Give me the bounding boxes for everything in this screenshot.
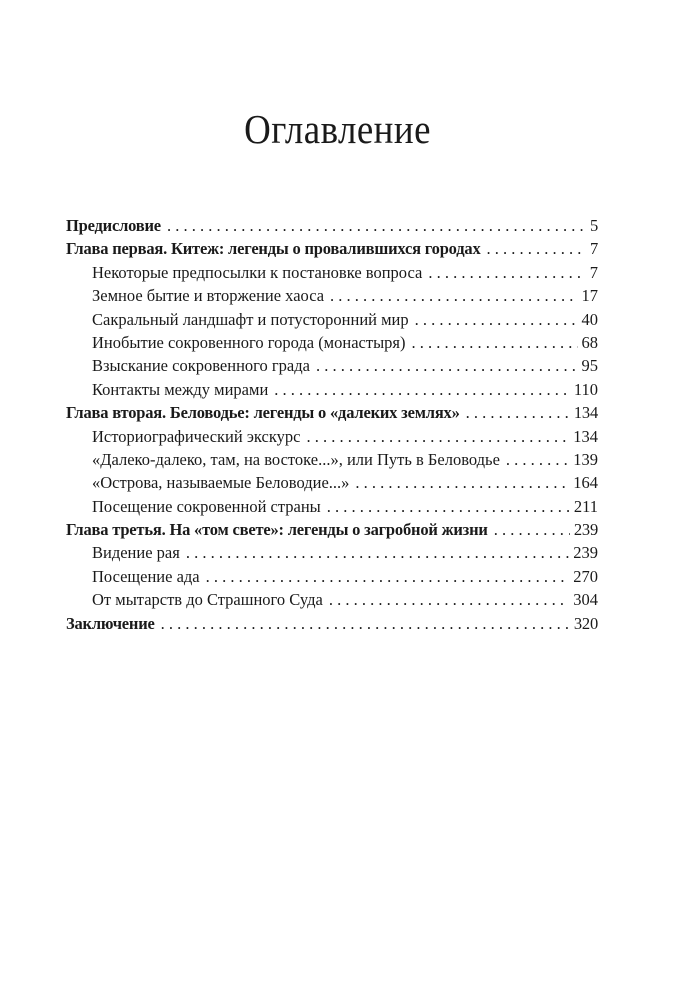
dot-leader	[161, 612, 570, 635]
dot-leader	[411, 331, 577, 354]
toc-entry[interactable]	[66, 308, 598, 331]
dot-leader	[186, 541, 569, 564]
toc-entry-page: 304	[573, 590, 598, 610]
dot-leader	[355, 471, 569, 494]
toc-entry-label: «Острова, называемые Беловодие...»	[92, 473, 350, 493]
toc-entry-page: 239	[573, 520, 598, 540]
toc-entry[interactable]	[66, 471, 598, 494]
toc-entry[interactable]	[66, 588, 598, 611]
toc-entry[interactable]	[66, 565, 598, 588]
toc-entry-page: 7	[589, 262, 598, 282]
toc-entry-page: 134	[573, 426, 598, 446]
toc-entry-page: 68	[581, 332, 598, 352]
toc-entry-page: 95	[581, 356, 598, 376]
dot-leader	[506, 448, 569, 471]
toc-entry[interactable]	[66, 214, 598, 237]
toc-entry-page: 139	[573, 449, 598, 469]
dot-leader	[274, 378, 570, 401]
toc-entry-page: 17	[581, 286, 598, 306]
toc-entry-label: Взыскание сокровенного града	[92, 356, 310, 376]
toc-entry[interactable]	[66, 261, 598, 284]
toc-entry-page: 239	[573, 543, 598, 563]
toc-entry-label: Предисловие	[66, 216, 161, 235]
toc-entry-label: Заключение	[66, 613, 155, 633]
toc-entry-page: 164	[573, 473, 598, 493]
dot-leader	[428, 261, 585, 284]
page-title: Оглавление	[244, 106, 431, 153]
toc-entry-page: 40	[581, 309, 598, 329]
dot-leader	[330, 284, 577, 307]
toc-entry-label: Глава третья. На «том свете»: легенды о загробной жизни	[66, 520, 488, 540]
toc-entry-page: 211	[573, 496, 598, 516]
dot-leader	[415, 308, 578, 331]
toc-entry[interactable]	[66, 518, 598, 541]
toc-entry-page: 110	[573, 379, 598, 399]
dot-leader	[494, 518, 570, 541]
dot-leader	[167, 214, 586, 237]
toc-entry[interactable]	[66, 354, 598, 377]
toc-entry[interactable]	[66, 237, 598, 260]
toc-entry-label: Посещение ада	[92, 566, 200, 586]
toc-entry-label: Контакты между мирами	[92, 379, 269, 399]
toc-entry-page: 5	[589, 216, 598, 235]
toc-entry-label: Земное бытие и вторжение хаоса	[92, 286, 325, 306]
toc-entry-label: От мытарств до Страшного Суда	[92, 590, 323, 610]
dot-leader	[327, 495, 570, 518]
toc-entry-label: «Далеко-далеко, там, на востоке...», или Путь в Беловодье	[92, 449, 500, 469]
toc-entry-label: Инобытие сокровенного города (монастыря)	[92, 332, 406, 352]
toc-entry[interactable]	[66, 425, 598, 448]
toc-entry-page: 134	[573, 403, 598, 423]
dot-leader	[206, 565, 570, 588]
toc-entry-page: 270	[573, 566, 598, 586]
dot-leader	[306, 425, 569, 448]
toc-entry-label: Историографический экскурс	[92, 426, 301, 446]
dot-leader	[316, 354, 578, 377]
toc-entry-label: Глава вторая. Беловодье: легенды о «далеких землях»	[66, 403, 460, 423]
toc-entry-page: 7	[589, 239, 598, 259]
toc-entry[interactable]	[66, 331, 598, 354]
toc-entry-page: 320	[573, 613, 598, 633]
toc-entry[interactable]	[66, 612, 598, 635]
dot-leader	[329, 588, 569, 611]
toc-entry-label: Сакральный ландшафт и потусторонний мир	[92, 309, 409, 329]
toc-entry-label: Глава первая. Китеж: легенды о провалившихся городах	[66, 239, 481, 259]
toc-entry[interactable]	[66, 448, 598, 471]
toc-entry-label: Видение рая	[92, 543, 180, 563]
toc-entry-label: Некоторые предпосылки к постановке вопроса	[92, 262, 423, 282]
dot-leader	[466, 401, 570, 424]
table-of-contents	[66, 214, 598, 635]
toc-entry-label: Посещение сокровенной страны	[92, 496, 321, 516]
toc-entry[interactable]	[66, 541, 598, 564]
toc-entry[interactable]	[66, 284, 598, 307]
dot-leader	[487, 237, 586, 260]
toc-entry[interactable]	[66, 378, 598, 401]
toc-entry[interactable]	[66, 401, 598, 424]
toc-entry[interactable]	[66, 495, 598, 518]
